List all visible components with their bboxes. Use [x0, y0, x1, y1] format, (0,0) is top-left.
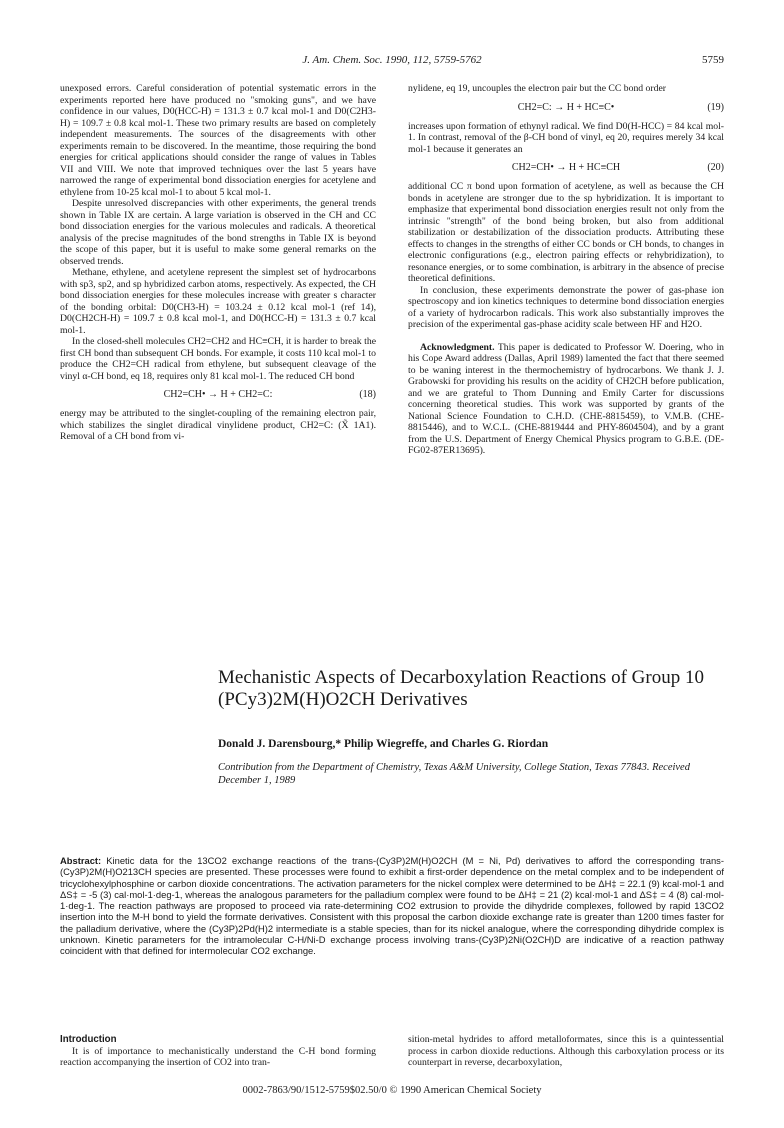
- introduction-left-column: [60, 1034, 376, 1069]
- acknowledgment-body: This paper is dedicated to Professor W. Doering, who in his Cope Award address (Dallas, April 1989) lamented the fact that there seemed to be waning interest in the thermochemistry of hydrocarbons. We thank J. J. Grabowski for providing his results on the acidity of CH2CH before publication, and we are grateful to Thom Dunning and Emily Carter for discussions concerning theoretical studies. This work was supported by grants of the National Science Foundation to C.H.D. (CHE-8815459), to V.M.B. (CHE-8815446), and to W.C.L. (CHE-8819444 and PHY-8604504), and by a grant from the U.S. Department of Energy Chemical Physics program to G.B.E. (DE-FG02-87ER13695).: [408, 341, 725, 456]
- introduction-right-column: [408, 1034, 724, 1069]
- right-paragraph-4: In conclusion, these experiments demonstrate the power of gas-phase ion spectroscopy and ion kinetics techniques to determine bond dissociation energies of a variety of hydrocarbon radicals. This work also substantially improves the precision of the experimental gas-phase acidity scale between HF and H2O.: [408, 284, 724, 330]
- abstract: [60, 855, 724, 957]
- equation-20: [408, 161, 724, 175]
- abstract-body: Kinetic data for the 13CO2 exchange reactions of the trans-(Cy3P)2M(H)O2CH (M = Ni, Pd) derivatives to afford the corresponding trans-(Cy3P)2M(H)O213CH species are presented. These processes were found to exhibit a first-order dependence on the metal complex and to be independent of tricyclohexylphosphine or carbon dioxide concentrations. The activation parameters for the nickel complex were determined to be ΔH‡ = 22.1 (9) kcal·mol-1 and ΔS‡ = -5 (3) cal·mol-1·deg-1, whereas the analogous parameters for the palladium complex were found to be ΔH‡ = 21 (2) kcal·mol-1 and ΔS‡ = 4 (8) cal·mol-1·deg-1. The reaction pathways are proposed to proceed via rate-determining CO2 extrusion to provide the dihydride complexes, followed by rapid 13CO2 insertion into the M-H bond to yield the formate derivatives. Consistent with this proposal the carbon dioxide exchange rate is greater than 1200 times faster for the palladium derivative, where the (Cy3P)2Pd(H)2 intermediate is a stable species, than for its nickel analogue, where the corresponding dihydride complex is unknown. Kinetic parameters for the intramolecular C-H/Ni-D exchange process involving trans-(Cy3P)2Ni(O2CH)D are indicative of a reaction pathway coincident with that defined for intermolecular CO2 exchange.: [60, 855, 724, 957]
- introduction-left-text: It is of importance to mechanistically understand the C-H bond forming reaction accompanying the insertion of CO2 into tran-: [60, 1045, 376, 1068]
- acknowledgment-heading: Acknowledgment.: [420, 341, 495, 353]
- left-paragraph-1: unexposed errors. Careful consideration of potential systematic errors in the experiments reported here have produced no "smoking guns", and we have confidence in our values, D0(HCC-H) = 131.3 ± 0.7 kcal mol-1 and D0(C2H3-H) = 109.7 ± 0.8 kcal mol-1. These two primary results are based on completely independent measurements. The sources of the disagreements with other experiments remain to be discovered. In the meantime, those requiring the bond energies for critical applications should consider the range of values in Tables VII and VIII. We note that improved techniques over the last 5 years have narrowed the range of experimental bond dissociation energies for acetylene and ethylene from 10-25 kcal mol-1 to about 5 kcal mol-1.: [60, 83, 376, 198]
- page-number: 5759: [702, 54, 724, 66]
- right-paragraph-3: additional CC π bond upon formation of acetylene, as well as because the CH bonds in acetylene are stronger due to the sp hybridization. It is important to emphasize that experimental bond dissociation energies result not only from the intrinsic "strength" of the bond being broken, but also from additional stabilization or destabilization of the dissociation products. Attributing these effects to changes in the strengths of either CC bonds or CH bonds, to changes in electronic configurations (e.g., electron pairing effects or rehybridization), to resonance energies, or to some combination, is arbitrary in the absence of precise theoretical definitions.: [408, 181, 724, 284]
- introduction-heading: Introduction: [60, 1034, 117, 1045]
- equation-20-formula: CH2=CH• → H + HC≡CH: [511, 162, 621, 174]
- running-head: [60, 54, 724, 70]
- equation-19: [408, 101, 724, 115]
- equation-18: [60, 388, 376, 402]
- left-paragraph-3: Methane, ethylene, and acetylene represent the simplest set of hydrocarbons with sp3, sp2, and sp hybridized carbon atoms, respectively. As expected, the CH bond dissociation energies for these molecules increase with greater s character of the bonding orbital: D0(CH3-H) = 103.24 ± 0.12 kcal mol-1 (ref 14), D0(CH2CH-H) = 109.7 ± 0.8 kcal mol-1, and D0(HCC-H) = 131.3 ± 0.7 kcal mol-1.: [60, 267, 376, 336]
- right-paragraph-1: nylidene, eq 19, uncouples the electron pair but the CC bond order: [408, 83, 666, 94]
- equation-18-formula: CH2=CH• → H + CH2=C:: [163, 389, 273, 401]
- right-column: [408, 83, 724, 457]
- equation-19-formula: CH2=C: → H + HC≡C•: [517, 101, 615, 113]
- equation-20-number: (20): [707, 162, 724, 174]
- abstract-heading: Abstract:: [60, 855, 102, 866]
- introduction-right-text: sition-metal hydrides to afford metalloformates, since this is a quintessential process in carbon dioxide reductions. Although this carboxylation process or its counterpart in reverse, decarboxylation,: [408, 1034, 724, 1068]
- article-authors: Donald J. Darensbourg,* Philip Wiegreffe, and Charles G. Riordan: [218, 738, 549, 750]
- left-paragraph-5: energy may be attributed to the singlet-coupling of the remaining electron pair, which stabilizes the singlet diradical vinylidene product, CH2=C: (X̃ 1A1). Removal of a CH bond from vi-: [60, 408, 376, 442]
- journal-citation: J. Am. Chem. Soc. 1990, 112, 5759-5762: [302, 54, 482, 66]
- right-paragraph-2: increases upon formation of ethynyl radical. We find D0(H-HCC) = 84 kcal mol-1. In contrast, removal of the β-CH bond of vinyl, eq 20, requires merely 34 kcal mol-1 because it generates an: [408, 120, 724, 155]
- left-paragraph-4: In the closed-shell molecules CH2=CH2 and HC≡CH, it is harder to break the first CH bond than subsequent CH bonds. For example, it costs 110 kcal mol-1 to produce the CH2=CH radical from ethylene, but subsequent cleavage of the vinyl α-CH bond, eq 18, requires only 81 kcal mol-1. The reduced CH bond: [60, 336, 376, 382]
- left-column: [60, 83, 376, 443]
- equation-18-number: (18): [359, 389, 376, 401]
- article-title: Mechanistic Aspects of Decarboxylation Reactions of Group 10 (PCy3)2M(H)O2CH Derivatives: [218, 667, 704, 710]
- article-affiliation: Contribution from the Department of Chemistry, Texas A&M University, College Station, Texas 77843. Received December 1, 1989: [218, 762, 690, 786]
- copyright-footer: 0002-7863/90/1512-5759$02.50/0 © 1990 American Chemical Society: [242, 1085, 542, 1096]
- equation-19-number: (19): [707, 101, 724, 113]
- left-paragraph-2: Despite unresolved discrepancies with other experiments, the general trends shown in Table IX are certain. A large variation is observed in the CH and CC bond dissociation energies for the various molecules and radicals. A theoretical analysis of the precise magnitudes of the bond strengths in Table IX is beyond the scope of this paper, but it is useful to make some general remarks on the observed trends.: [60, 198, 376, 267]
- acknowledgment: [408, 342, 724, 457]
